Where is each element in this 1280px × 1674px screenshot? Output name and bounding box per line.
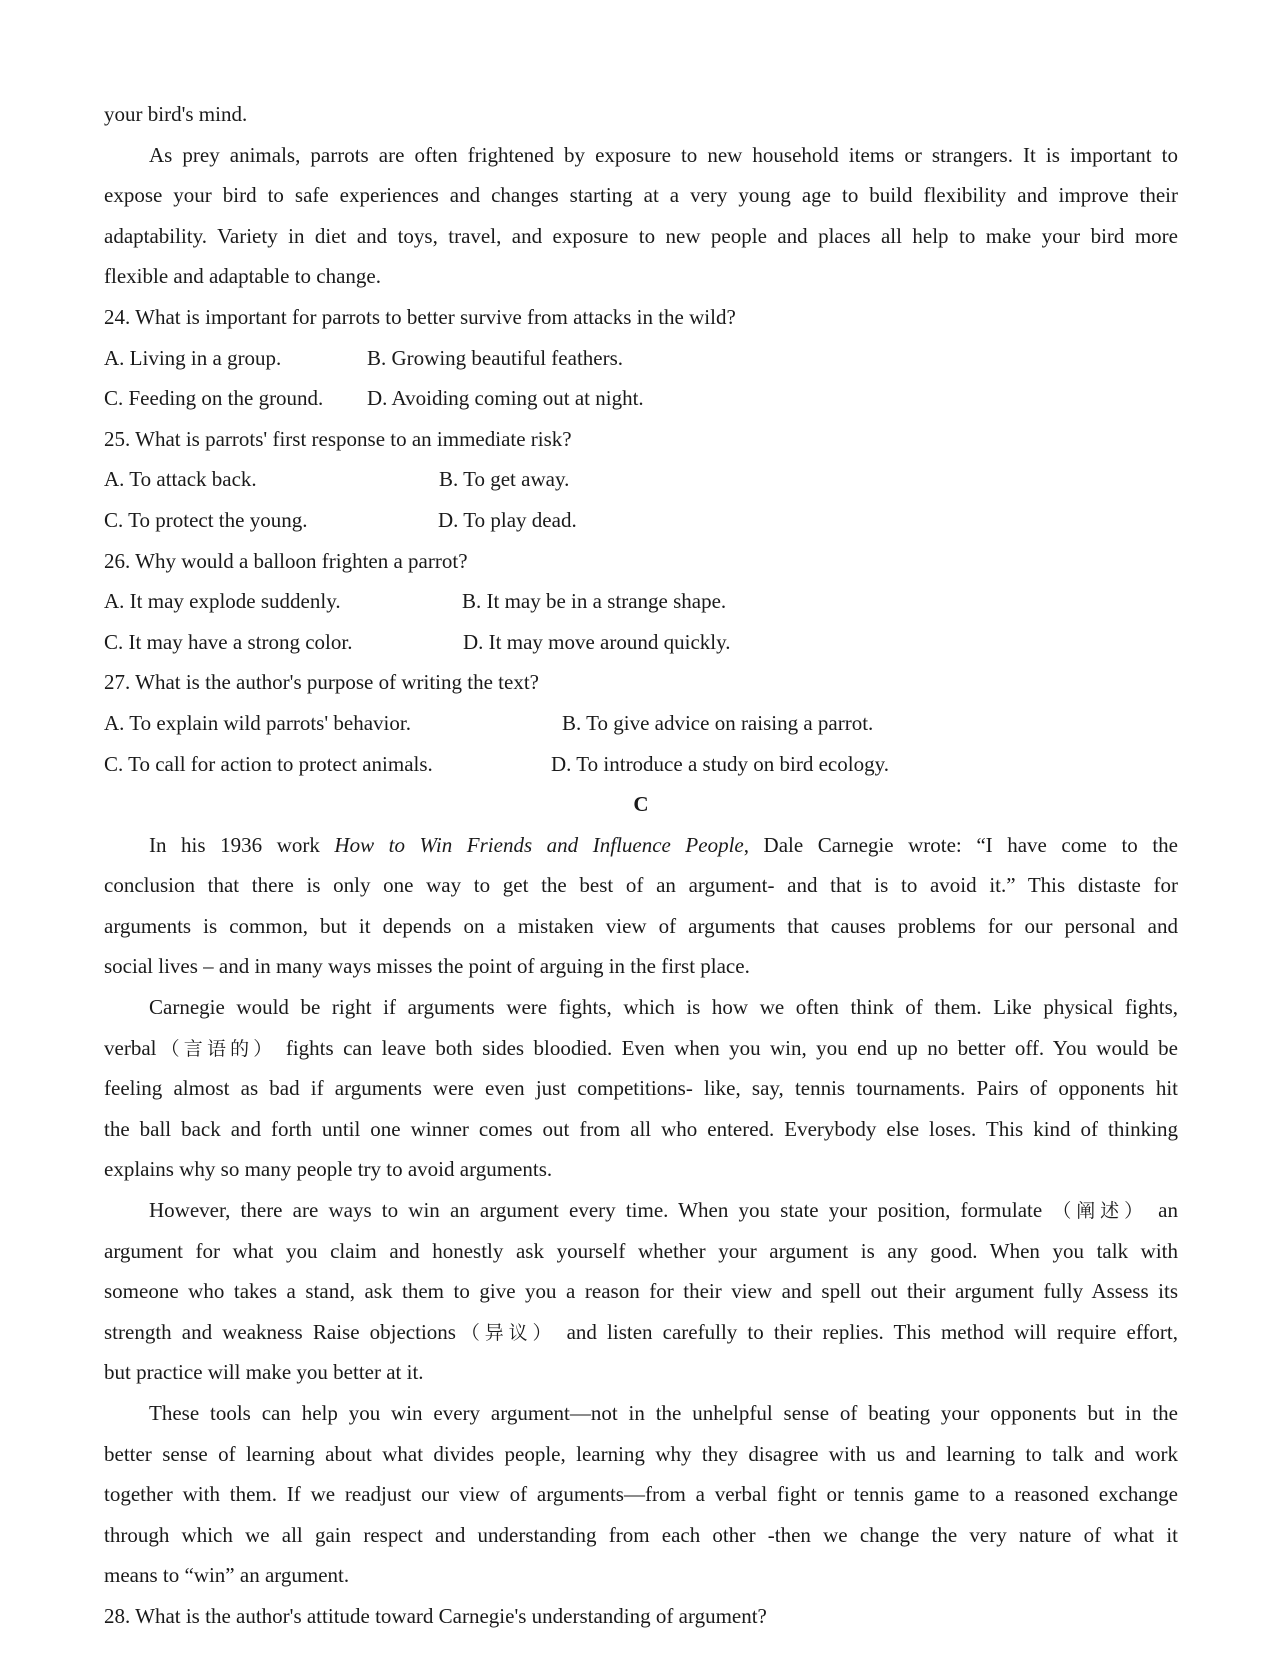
chinese-gloss: （言语的）	[156, 1037, 277, 1060]
question-28-stem: 28. What is the author's attitude toward Carnegie's understanding of argument?	[104, 1603, 767, 1628]
passage-line: adaptability. Variety in diet and toys, travel, and exposure to new people and places all help to make your bird more	[104, 223, 1178, 248]
passage-line: the ball back and forth until one winner comes out from all who entered. Everybody else loses. This kind of thinking	[104, 1116, 1178, 1141]
question-27-stem: 27. What is the author's purpose of writing the text?	[104, 670, 539, 695]
passage-line	[104, 1028, 1178, 1069]
question-25-stem: 25. What is parrots' first response to an immediate risk?	[104, 426, 572, 451]
question-25-options-ab	[104, 459, 1178, 500]
question-26-options-ab	[104, 581, 1178, 622]
text-run: However, there are ways to win an argument every time. When you state your position, formulate	[149, 1198, 1043, 1223]
question-24-options-ab	[104, 338, 1178, 379]
passage-line: These tools can help you win every argument—not in the unhelpful sense of beating your opponents but in the	[149, 1401, 1178, 1425]
section-heading: C	[633, 792, 649, 817]
text-run: and listen carefully to their replies. This method will require effort,	[566, 1319, 1178, 1344]
passage-line: feeling almost as bad if arguments were even just competitions- like, say, tennis tournaments. Pairs of opponents hit	[104, 1076, 1178, 1101]
option-b: B. To get away.	[439, 467, 570, 492]
option-d: D. Avoiding coming out at night.	[367, 386, 644, 411]
passage-line: but practice will make you better at it.	[104, 1360, 424, 1385]
passage-line: means to “win” an argument.	[104, 1563, 350, 1588]
chinese-gloss: （异议）	[455, 1321, 557, 1344]
option-b: B. It may be in a strange shape.	[462, 589, 727, 614]
option-a: A. To attack back.	[104, 467, 257, 492]
option-b: B. To give advice on raising a parrot.	[562, 710, 874, 735]
passage-line: together with them. If we readjust our view of arguments—from a verbal fight or tennis game to a reasoned exchange	[104, 1482, 1178, 1507]
option-a: A. It may explode suddenly.	[104, 589, 341, 614]
option-d: D. It may move around quickly.	[463, 629, 731, 654]
passage-line	[104, 1312, 1178, 1353]
text-run: , Dale Carnegie wrote: “I have come to the	[743, 832, 1178, 857]
option-c: C. To call for action to protect animals.	[104, 751, 433, 776]
passage-line	[104, 825, 1178, 866]
text-run: verbal	[104, 1035, 157, 1060]
passage-line: your bird's mind.	[104, 102, 248, 126]
passage-line: someone who takes a stand, ask them to give you a reason for their view and spell out their argument fully Assess its	[104, 1279, 1178, 1304]
question-26-stem: 26. Why would a balloon frighten a parrot?	[104, 548, 468, 573]
passage-line	[104, 1190, 1178, 1231]
passage-line: better sense of learning about what divides people, learning why they disagree with us and learning to talk and work	[104, 1441, 1178, 1466]
passage-line: explains why so many people try to avoid arguments.	[104, 1157, 553, 1182]
option-b: B. Growing beautiful feathers.	[367, 345, 624, 370]
passage-line: expose your bird to safe experiences and changes starting at a very young age to build flexibility and improve their	[104, 183, 1178, 208]
option-c: C. It may have a strong color.	[104, 629, 353, 654]
option-c: C. Feeding on the ground.	[104, 386, 324, 411]
question-27-options-cd	[104, 744, 1178, 785]
question-25-options-cd	[104, 500, 1178, 541]
option-a: A. To explain wild parrots' behavior.	[104, 710, 411, 735]
text-run: In his 1936 work	[149, 832, 320, 857]
option-a: A. Living in a group.	[104, 345, 282, 370]
passage-line: flexible and adaptable to change.	[104, 264, 381, 289]
passage-line: through which we all gain respect and understanding from each other -then we change the very nature of what it	[104, 1522, 1178, 1547]
option-d: D. To introduce a study on bird ecology.	[551, 751, 889, 776]
chinese-gloss: （阐述）	[1052, 1200, 1148, 1223]
passage-line: social lives – and in many ways misses the point of arguing in the first place.	[104, 954, 750, 979]
book-title: How to Win Friends and Influence People	[334, 832, 744, 857]
passage-line: As prey animals, parrots are often frightened by exposure to new household items or strangers. It is important to	[149, 142, 1178, 167]
question-24-options-cd	[104, 378, 1178, 419]
text-run: an	[1158, 1198, 1178, 1223]
exam-page	[104, 94, 1178, 1637]
option-c: C. To protect the young.	[104, 507, 308, 532]
option-d: D. To play dead.	[438, 507, 577, 532]
text-run: fights can leave both sides bloodied. Even when you win, you end up no better off. You would be	[285, 1035, 1178, 1060]
question-26-options-cd	[104, 622, 1178, 663]
passage-line: argument for what you claim and honestly ask yourself whether your argument is any good. When you talk with	[104, 1238, 1178, 1263]
passage-line: Carnegie would be right if arguments were fights, which is how we often think of them. Like physical fights,	[149, 995, 1178, 1020]
question-27-options-ab	[104, 703, 1178, 744]
passage-line: conclusion that there is only one way to get the best of an argument- and that is to avoid it.” This distaste for	[104, 873, 1178, 898]
question-24-stem: 24. What is important for parrots to better survive from attacks in the wild?	[104, 304, 736, 329]
text-run: strength and weakness Raise objections	[104, 1319, 456, 1344]
passage-line: arguments is common, but it depends on a mistaken view of arguments that causes problems for our personal and	[104, 913, 1178, 938]
